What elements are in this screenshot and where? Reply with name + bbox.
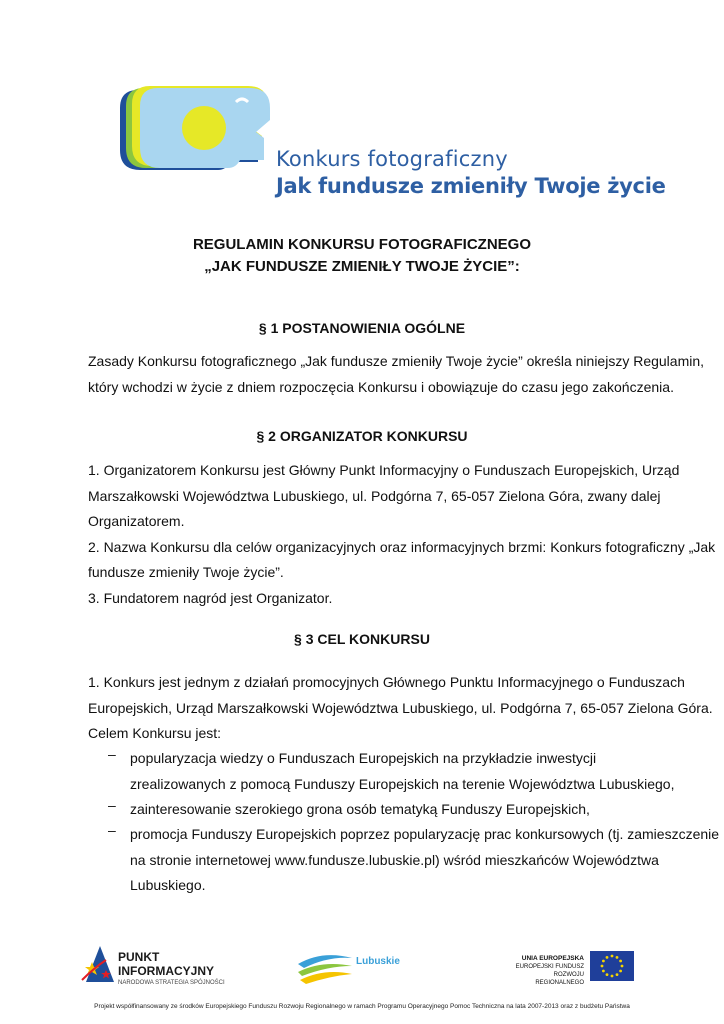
text-line: popularyzacja wiedzy o Funduszach Europejskich na przykładzie inwestycji [130,750,597,766]
lubuskie-logo-icon [296,950,354,984]
section-heading-3: § 3 CEL KONKURSU [294,631,430,647]
section-1-body [88,349,705,400]
text-line: 1. Konkurs jest jednym z działań promocyjnych Głównego Punktu Informacyjnego o Funduszach [88,674,685,690]
text-line: Europejskich, Urząd Marszałkowski Województwa Lubuskiego, ul. Podgórna 7, 65-057 Zielona Góra. [88,699,713,716]
text-line: zrealizowanych z pomocą Funduszy Europejskich na terenie Województwa Lubuskiego, [130,775,675,792]
document-title-line1: REGULAMIN KONKURSU FOTOGRAFICZNEGO [192,236,532,253]
text-line: Organizatorem. [88,513,185,529]
footer-note: Projekt współfinansowany ze środków Europejskiego Funduszu Rozwoju Regionalnego w ramach Programu Operacyjnego Pomoc Techniczna na lata 2007-2013 oraz z budżetu Państwa [94,1003,630,1010]
lubuskie-label: Lubuskie [356,956,400,967]
punkt-informacyjny-logo-icon [80,942,120,986]
brand-title: Konkurs fotograficzny [276,147,508,171]
text-line: Marszałkowski Województwa Lubuskiego, ul. Podgórna 7, 65-057 Zielona Góra, zwany dalej [88,487,661,504]
text-line: promocja Funduszy Europejskich poprzez popularyzację prac konkursowych (tj. zamieszczenie [130,826,720,842]
bullet-dash: – [108,797,116,813]
bullet-item-2 [130,797,637,823]
text-line: 2. Nazwa Konkursu dla celów organizacyjnych oraz informacyjnych brzmi: Konkurs fotograficzny „Jak [88,538,716,555]
brand-subtitle: Jak fundusze zmieniły Twoje życie [276,174,666,198]
text-line: który wchodzi w życie z dniem rozpoczęcia Konkursu i obowiązuje do czasu jego zakończenia. [88,378,674,395]
bullet-dash: – [108,746,116,762]
eu-flag-icon [590,951,634,981]
text-line: na stronie internetowej www.fundusze.lubuskie.pl) wśród mieszkańców Województwa [130,851,659,868]
document-title-line2: „JAK FUNDUSZE ZMIENIŁY TWOJE ŻYCIE”: [204,258,520,275]
text-line: 3. Fundatorem nagród jest Organizator. [88,589,333,606]
text-line: 1. Organizatorem Konkursu jest Główny Punkt Informacyjny o Funduszach Europejskich, Urząd [88,462,680,478]
text-line: Lubuskiego. [130,877,206,893]
bullet-dash: – [108,822,116,838]
section-heading-2: § 2 ORGANIZATOR KONKURSU [256,428,468,444]
bullet-item-1 [130,746,675,797]
text-line: Celem Konkursu jest: [88,725,222,741]
section-heading-1: § 1 POSTANOWIENIA OGÓLNE [258,320,466,336]
bullet-item-3 [130,822,720,899]
camera-icon [118,82,270,174]
eu-fund-label: UNIA EUROPEJSKA EUROPEJSKI FUNDUSZ ROZWOJU REGIONALNEGO [515,955,584,986]
text-line: zainteresowanie szerokiego grona osób tematyką Funduszy Europejskich, [130,801,590,817]
punkt-informacyjny-title: PUNKT INFORMACYJNY [118,950,215,978]
text-line: Zasady Konkursu fotograficznego „Jak fundusze zmieniły Twoje życie” określa niniejszy Regulamin, [88,353,705,369]
section-2-body [88,458,716,611]
text-line: fundusze zmieniły Twoje życie”. [88,564,284,580]
punkt-informacyjny-subtitle: NARODOWA STRATEGIA SPÓJNOŚCI [118,980,225,986]
section-3-body [88,670,713,747]
